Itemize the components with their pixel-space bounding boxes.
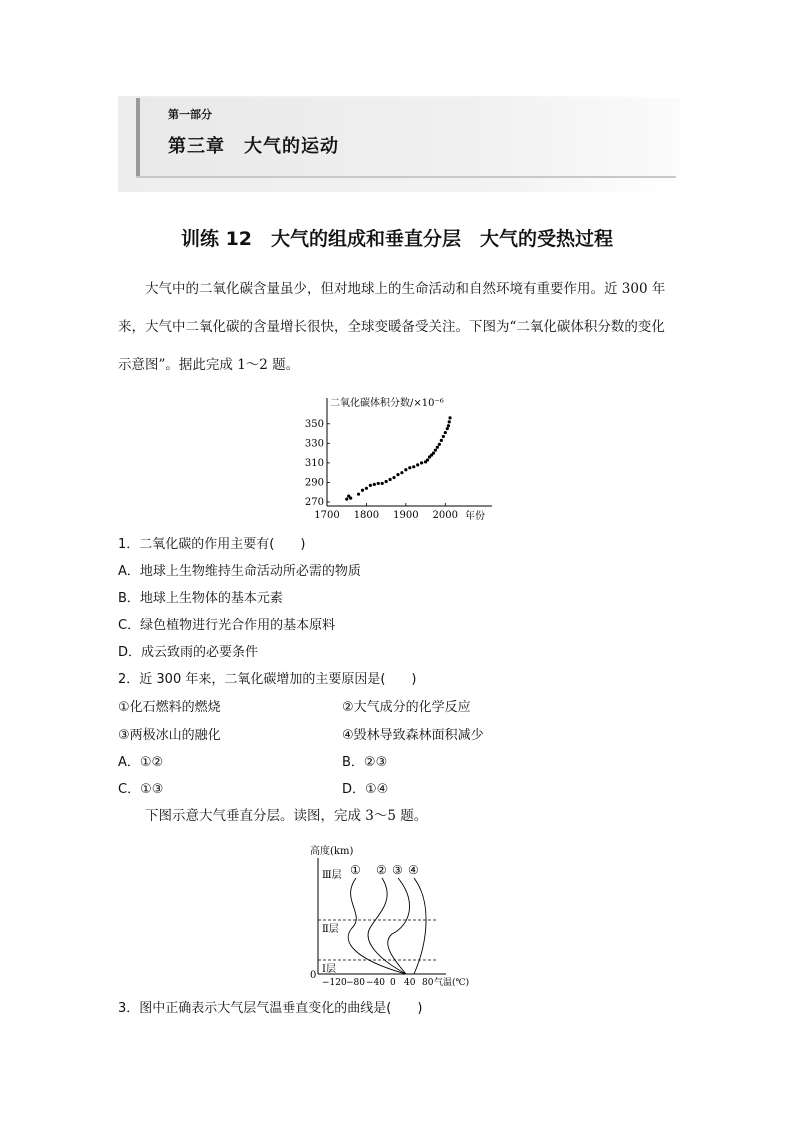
data-point: [345, 497, 348, 500]
curve-4-label: ④: [408, 863, 419, 877]
data-point: [392, 476, 395, 479]
layer-1-label: Ⅰ层: [322, 964, 336, 975]
data-point: [408, 466, 411, 469]
data-point: [446, 427, 449, 430]
data-point: [448, 420, 451, 423]
q1-option-a: A．地球上生物维持生命活动所必需的物质: [118, 564, 361, 579]
q2-item-2: ②大气成分的化学反应: [342, 700, 471, 715]
data-point: [385, 480, 388, 483]
tick-neg80: −80: [346, 978, 365, 988]
q1-option-d: D．成云致雨的必要条件: [118, 645, 259, 660]
question-1-stem: 1．二氧化碳的作用主要有( ): [118, 537, 306, 552]
data-point: [361, 489, 364, 492]
data-point: [416, 463, 419, 466]
x-tick-label: 2000: [432, 510, 459, 521]
part-label: 第一部分: [168, 108, 212, 121]
data-point: [444, 431, 447, 434]
data-point: [436, 446, 439, 449]
data-point: [404, 468, 407, 471]
data-point: [365, 487, 368, 490]
curve-4: [414, 878, 426, 974]
data-point: [438, 443, 441, 446]
data-point: [377, 482, 380, 485]
tick-80: 80: [422, 978, 434, 988]
curve-3: [388, 878, 410, 974]
data-point: [381, 482, 384, 485]
atmosphere-layer-diagram: [296, 842, 496, 990]
data-point: [440, 439, 443, 442]
y-tick-label: 270: [304, 497, 324, 508]
data-point: [349, 496, 352, 499]
diagram-origin: 0: [310, 970, 317, 981]
x-tick-label: 1700: [314, 510, 340, 521]
chapter-banner: [118, 96, 676, 192]
data-point: [426, 458, 429, 461]
data-point: [373, 483, 376, 486]
x-axis-label: 年份: [465, 511, 485, 522]
diagram-x-label: 气温(℃): [434, 978, 470, 988]
data-point: [442, 435, 445, 438]
chart-title: 二氧化碳体积分数/×10⁻⁶: [330, 398, 444, 409]
data-point: [400, 471, 403, 474]
q2-item-3: ③两极冰山的融化: [118, 728, 221, 743]
data-point: [420, 461, 423, 464]
y-tick-label: 290: [304, 477, 324, 489]
q1-option-b: B．地球上生物体的基本元素: [118, 591, 283, 606]
data-point: [369, 484, 372, 487]
banner-panel: [136, 98, 680, 176]
tick-0: 0: [390, 978, 396, 988]
q2-option-c: C．①③: [118, 782, 164, 797]
curve-3-label: ③: [392, 863, 403, 877]
data-point: [432, 452, 435, 455]
y-tick-label: 350: [304, 418, 324, 430]
data-point: [434, 449, 437, 452]
tick-40: 40: [404, 978, 416, 988]
q2-option-b: B．②③: [342, 755, 388, 770]
layer-3-label: Ⅲ层: [322, 870, 342, 881]
y-tick-label: 330: [304, 438, 324, 450]
layer-2-label: Ⅱ层: [322, 924, 339, 935]
chapter-title: 第三章 大气的运动: [168, 136, 339, 157]
diagram-y-label: 高度(km): [310, 846, 354, 857]
x-tick-label: 1800: [353, 510, 380, 521]
tick-neg120: −120: [322, 978, 347, 988]
y-tick-label: 310: [304, 457, 324, 469]
page-title: 训练 12 大气的组成和垂直分层 大气的受热过程: [180, 228, 614, 250]
curve-1: [348, 878, 406, 974]
question-2-stem: 2．近 300 年来，二氧化碳增加的主要原因是( ): [118, 672, 417, 687]
curve-1-label: ①: [350, 863, 361, 877]
intro-paragraph-1: 大气中的二氧化碳含量虽少，但对地球上的生命活动和自然环境有重要作用。近 300 年来，大气中二氧化碳的含量增长很快，全球变暖备受关注。下图为“二氧化碳体积分数的变化示意图”。据此完成 1～2 题。: [118, 281, 666, 373]
data-point: [447, 424, 450, 427]
data-point: [396, 473, 399, 476]
data-point: [412, 465, 415, 468]
tick-neg40: −40: [366, 978, 385, 988]
banner-divider: [136, 176, 676, 178]
q2-option-a: A．①②: [118, 755, 164, 770]
data-point: [357, 493, 360, 496]
curve-2: [368, 878, 406, 974]
question-3-stem: 3．图中正确表示大气层气温垂直变化的曲线是( ): [118, 1001, 423, 1016]
x-tick-label: 1900: [393, 510, 419, 521]
q2-item-1: ①化石燃料的燃烧: [118, 700, 221, 715]
intro-paragraph-2: 下图示意大气垂直分层。读图，完成 3～5 题。: [145, 808, 428, 824]
data-point: [448, 416, 451, 419]
q2-option-d: D．①④: [342, 782, 389, 797]
data-point: [388, 478, 391, 481]
q1-option-c: C．绿色植物进行光合作用的基本原料: [118, 618, 336, 633]
q2-item-4: ④毁林导致森林面积减少: [342, 728, 484, 743]
curve-2-label: ②: [376, 863, 387, 877]
co2-chart: [300, 392, 500, 522]
